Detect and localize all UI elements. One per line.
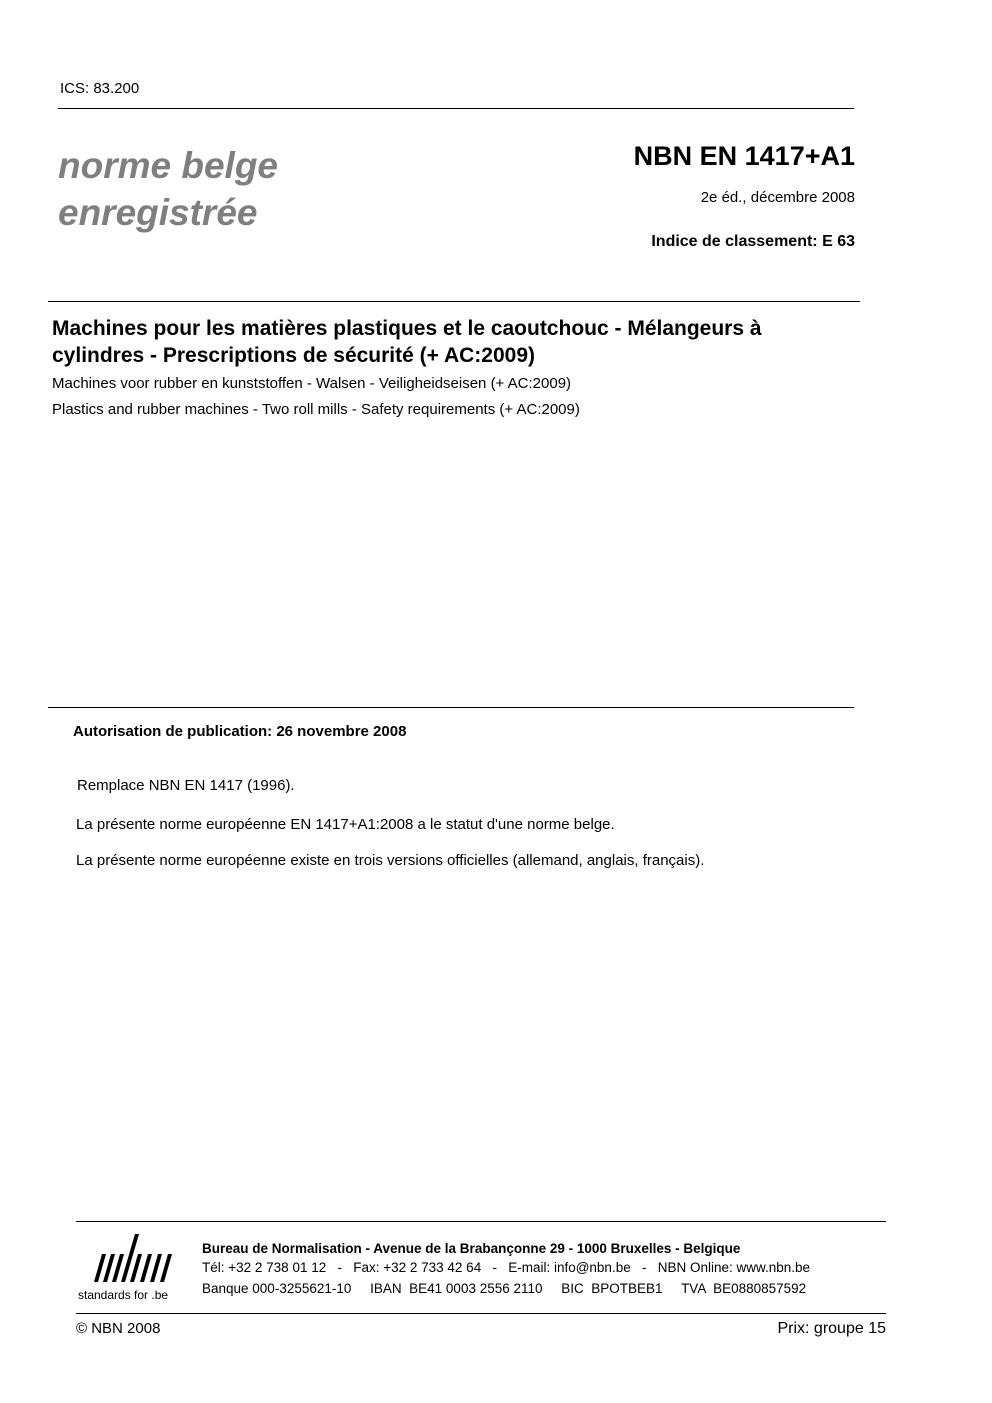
brand-line-2: enregistrée <box>58 192 258 233</box>
footer-bottom-divider <box>76 1313 886 1314</box>
title-divider <box>48 301 860 302</box>
nbn-bank-details: Banque 000-3255621-10 IBAN BE41 0003 2556 2110 BIC BPOTBEB1 TVA BE0880857592 <box>202 1281 807 1296</box>
ics-code: ICS: 83.200 <box>60 80 140 97</box>
status-statement: La présente norme européenne EN 1417+A1:2008 a le statut d'une norme belge. <box>76 816 615 833</box>
title-french: Machines pour les matières plastiques et le caoutchouc - Mélangeurs à cylindres - Prescriptions de sécurité (+ AC:2009) <box>52 317 762 367</box>
nbn-contact: Tél: +32 2 738 01 12 - Fax: +32 2 733 42 64 - E-mail: info@nbn.be - NBN Online: www.nbn.be <box>202 1260 811 1275</box>
price-group: Prix: groupe 15 <box>777 1320 886 1337</box>
header-divider <box>58 108 854 109</box>
title-dutch: Machines voor rubber en kunststoffen - Walsen - Veiligheidseisen (+ AC:2009) <box>52 375 572 392</box>
edition-date: 2e éd., décembre 2008 <box>700 189 855 206</box>
standard-number: NBN EN 1417+A1 <box>633 141 855 171</box>
replaces-statement: Remplace NBN EN 1417 (1996). <box>77 777 295 794</box>
title-english: Plastics and rubber machines - Two roll mills - Safety requirements (+ AC:2009) <box>52 401 580 418</box>
logo-tagline: standards for .be <box>78 1288 169 1302</box>
versions-statement: La présente norme européenne existe en trois versions officielles (allemand, anglais, français). <box>76 852 705 869</box>
nbn-address: Bureau de Normalisation - Avenue de la Brabançonne 29 - 1000 Bruxelles - Belgique <box>202 1241 741 1256</box>
brand-title <box>58 142 278 236</box>
footer-top-divider <box>76 1221 886 1222</box>
publication-authorisation: Autorisation de publication: 26 novembre 2008 <box>73 723 407 740</box>
classification-index: Indice de classement: E 63 <box>651 233 855 250</box>
copyright: © NBN 2008 <box>76 1320 161 1337</box>
body-divider <box>48 707 854 708</box>
brand-line-1: norme belge <box>58 145 278 186</box>
